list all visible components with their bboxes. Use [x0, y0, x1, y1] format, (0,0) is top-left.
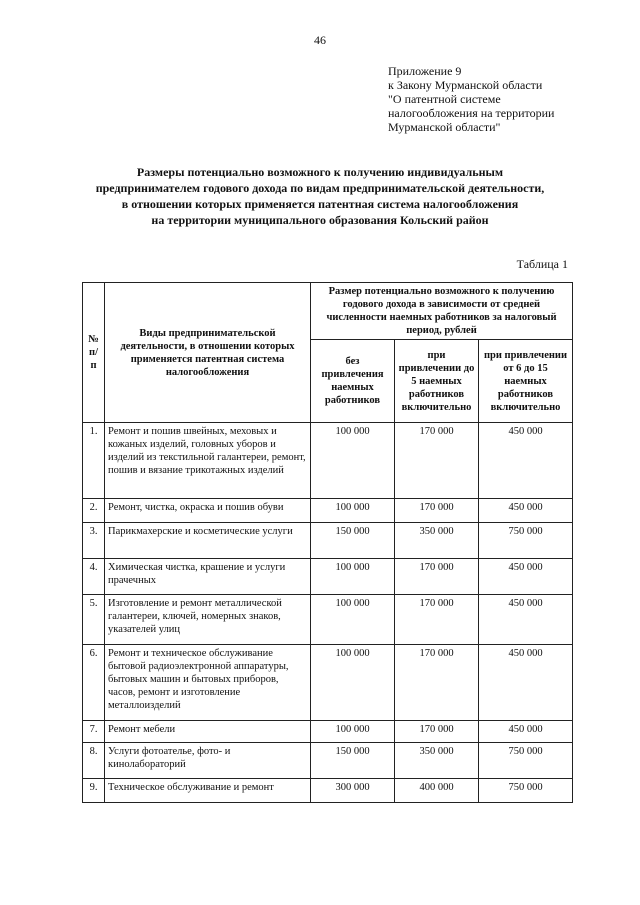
row-activity: Химическая чистка, крашение и услуги прачечных	[105, 559, 311, 595]
row-activity: Ремонт и техническое обслуживание бытовой радиоэлектронной аппаратуры, бытовых машин и бытовых приборов, часов, ремонт и изготовление металлоизделий	[105, 645, 311, 721]
appendix-line: Приложение 9	[388, 64, 462, 78]
row-value-up-to-5: 170 000	[395, 499, 479, 523]
row-value-6-to-15: 450 000	[479, 423, 573, 499]
appendix-line: налогообложения на территории	[388, 106, 555, 120]
row-activity: Ремонт и пошив швейных, меховых и кожаных изделий, головных уборов и изделий из текстильной галантереи, ремонт, пошив и вязание трикотажных изделий	[105, 423, 311, 499]
row-value-up-to-5: 400 000	[395, 779, 479, 803]
table-caption: Таблица 1	[516, 257, 568, 271]
row-value-6-to-15: 750 000	[479, 743, 573, 779]
row-number: 9.	[83, 779, 105, 803]
row-value-6-to-15: 450 000	[479, 559, 573, 595]
row-activity: Ремонт мебели	[105, 721, 311, 743]
row-number: 2.	[83, 499, 105, 523]
row-value-6-to-15: 750 000	[479, 523, 573, 559]
row-value-no-employees: 150 000	[311, 743, 395, 779]
row-value-no-employees: 100 000	[311, 559, 395, 595]
row-value-6-to-15: 750 000	[479, 779, 573, 803]
table-row	[83, 645, 573, 721]
row-value-up-to-5: 170 000	[395, 595, 479, 645]
row-activity: Парикмахерские и косметические услуги	[105, 523, 311, 559]
row-activity: Услуги фотоателье, фото- и кинолабораторий	[105, 743, 311, 779]
row-value-no-employees: 100 000	[311, 499, 395, 523]
appendix-line: к Закону Мурманской области	[388, 78, 543, 92]
title-line: на территории муниципального образования Кольский район	[151, 213, 489, 227]
document-title	[60, 164, 580, 228]
row-value-no-employees: 100 000	[311, 423, 395, 499]
row-value-up-to-5: 170 000	[395, 423, 479, 499]
row-value-6-to-15: 450 000	[479, 499, 573, 523]
appendix-line: "О патентной системе	[388, 92, 501, 106]
header-6-to-15: при привлечении от 6 до 15 наемных работников включительно	[479, 340, 573, 423]
table-row	[83, 743, 573, 779]
row-value-up-to-5: 170 000	[395, 645, 479, 721]
row-value-6-to-15: 450 000	[479, 645, 573, 721]
row-value-up-to-5: 350 000	[395, 523, 479, 559]
title-line: Размеры потенциально возможного к получению индивидуальным	[136, 165, 504, 179]
row-value-no-employees: 100 000	[311, 721, 395, 743]
table-row	[83, 559, 573, 595]
income-table	[82, 282, 573, 803]
header-no-employees: без привлечения наемных работников	[311, 340, 395, 423]
appendix-reference	[388, 64, 554, 134]
table-row	[83, 779, 573, 803]
title-line: предпринимателем годового дохода по видам предпринимательской деятельности,	[95, 181, 545, 195]
header-number: № п/п	[83, 283, 105, 423]
row-value-no-employees: 150 000	[311, 523, 395, 559]
table-row	[83, 523, 573, 559]
row-value-up-to-5: 170 000	[395, 559, 479, 595]
header-activity-kind: Виды предпринимательской деятельности, в отношении которых применяется патентная система налогообложения	[105, 283, 311, 423]
row-number: 5.	[83, 595, 105, 645]
table-row	[83, 499, 573, 523]
appendix-line: Мурманской области"	[388, 120, 501, 134]
table-row	[83, 721, 573, 743]
page-number: 46	[314, 33, 326, 47]
row-value-no-employees: 100 000	[311, 595, 395, 645]
row-value-6-to-15: 450 000	[479, 595, 573, 645]
header-income: Размер потенциально возможного к получению годового дохода в зависимости от средней численности наемных работников за налоговый период, рублей	[311, 283, 573, 340]
row-number: 1.	[83, 423, 105, 499]
header-up-to-5: при привлечении до 5 наемных работников включительно	[395, 340, 479, 423]
row-activity: Ремонт, чистка, окраска и пошив обуви	[105, 499, 311, 523]
row-value-no-employees: 100 000	[311, 645, 395, 721]
row-value-no-employees: 300 000	[311, 779, 395, 803]
row-activity: Изготовление и ремонт металлической галантереи, ключей, номерных знаков, указателей улиц	[105, 595, 311, 645]
row-number: 7.	[83, 721, 105, 743]
title-line: в отношении которых применяется патентная система налогообложения	[121, 197, 519, 211]
row-activity: Техническое обслуживание и ремонт	[105, 779, 311, 803]
table-row	[83, 423, 573, 499]
row-value-6-to-15: 450 000	[479, 721, 573, 743]
row-number: 6.	[83, 645, 105, 721]
row-number: 8.	[83, 743, 105, 779]
row-value-up-to-5: 350 000	[395, 743, 479, 779]
row-value-up-to-5: 170 000	[395, 721, 479, 743]
row-number: 4.	[83, 559, 105, 595]
row-number: 3.	[83, 523, 105, 559]
table-row	[83, 595, 573, 645]
